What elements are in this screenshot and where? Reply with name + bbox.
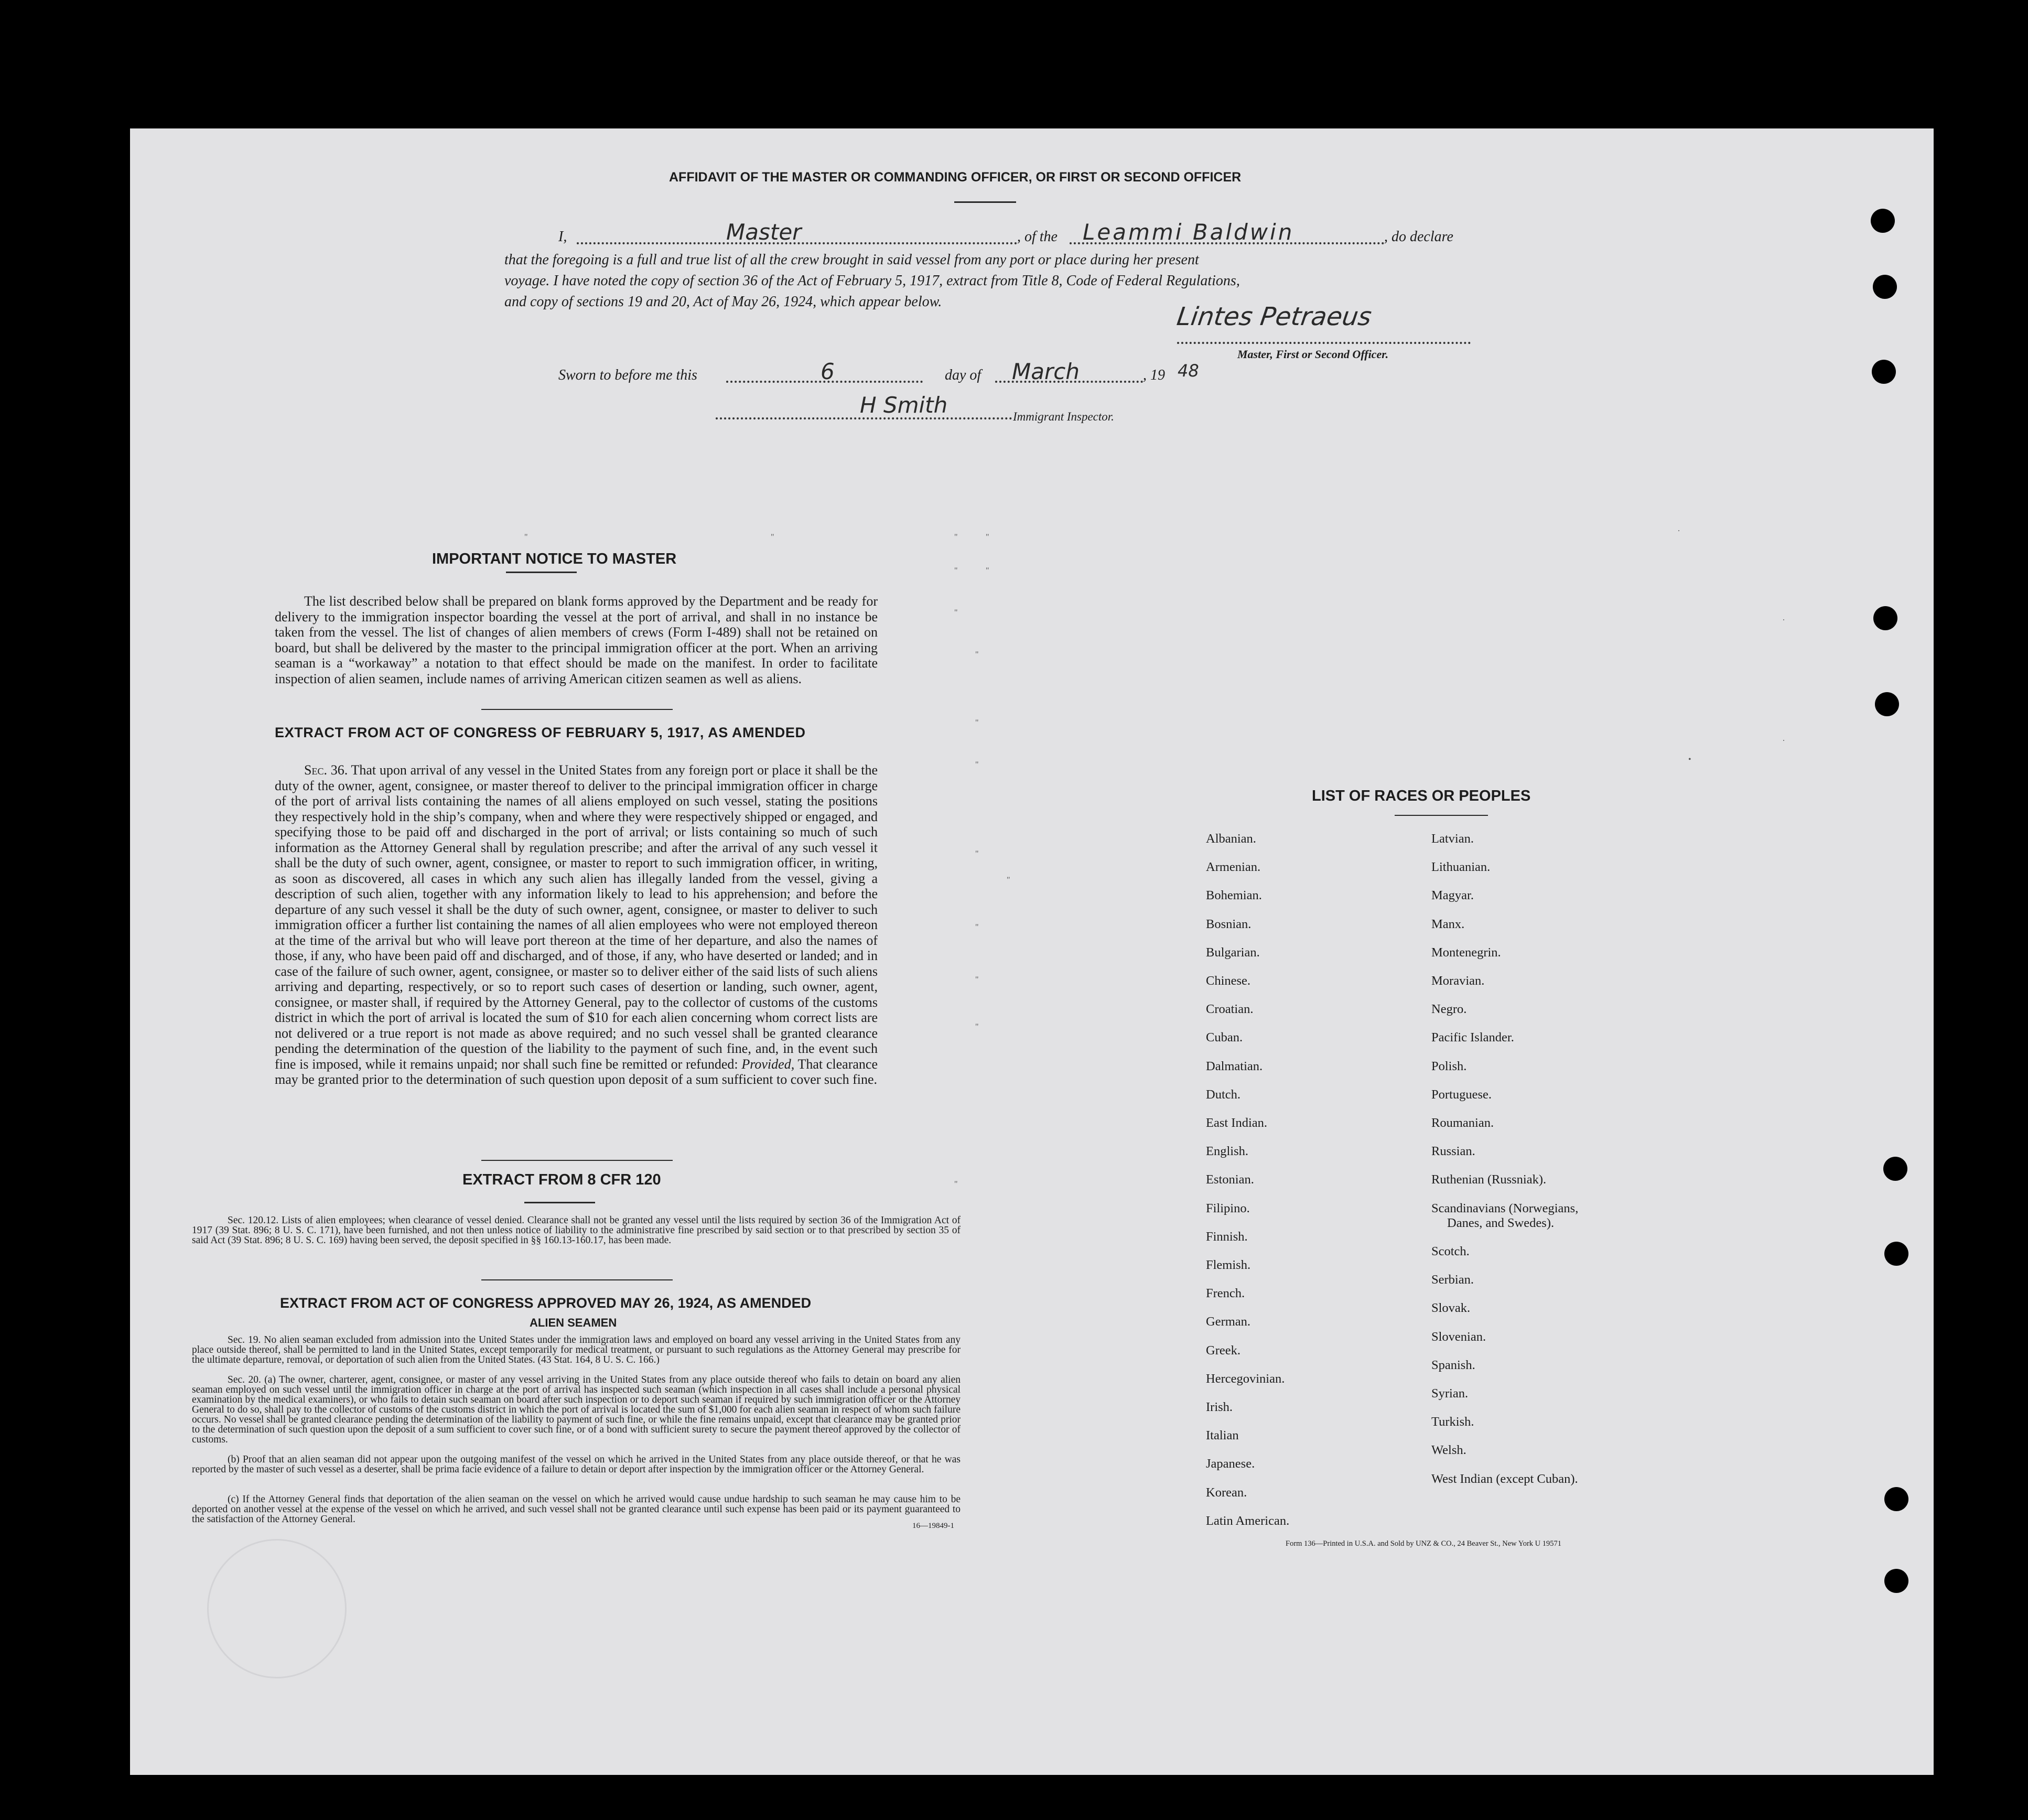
race-item: Hercegovinian.: [1206, 1371, 1285, 1386]
cfr-title-underline: [524, 1202, 595, 1203]
race-item: Irish.: [1206, 1400, 1233, 1414]
cfr-divider: [481, 1279, 673, 1280]
race-item: Polish.: [1431, 1059, 1467, 1073]
race-item: Welsh.: [1431, 1443, 1466, 1458]
race-item: Latvian.: [1431, 832, 1474, 846]
binder-hole: [1884, 1569, 1908, 1593]
extract-1924-subtitle: ALIEN SEAMEN: [530, 1316, 617, 1329]
race-item: Russian.: [1431, 1144, 1475, 1159]
extract-1917-title: EXTRACT FROM ACT OF CONGRESS OF FEBRUARY 5, 1917, AS AMENDED: [275, 725, 806, 740]
sec-19-text: Sec. 19. No alien seaman excluded from admission into the United States under the immigration laws and employed on board any vessel arriving in the United States from any place outside thereof, shall be permitted to land in the United States, except temporarily for medical treatment, or pursuant to such regulations as the Attorney General may prescribe for the ultimate departure, removal, or deportation of such alien from the United States. (43 Stat. 164, 8 U. S. C. 166.): [192, 1334, 961, 1365]
race-item: Croatian.: [1206, 1002, 1254, 1017]
race-item: East Indian.: [1206, 1116, 1268, 1130]
race-item: Bosnian.: [1206, 917, 1252, 931]
race-item: Syrian.: [1431, 1386, 1469, 1401]
race-item: Lithuanian.: [1431, 860, 1491, 875]
races-title-underline: [1395, 815, 1488, 816]
race-item: Spanish.: [1431, 1358, 1475, 1372]
race-item: Estonian.: [1206, 1172, 1254, 1187]
race-item: Dutch.: [1206, 1087, 1240, 1102]
race-item: Pacific Islander.: [1431, 1030, 1514, 1045]
officer-handwritten: Master: [726, 219, 802, 245]
master-signature-line: [1177, 342, 1471, 344]
race-item: Chinese.: [1206, 974, 1251, 988]
day-of-label: day of: [945, 367, 981, 383]
race-item: Albanian.: [1206, 832, 1256, 846]
binder-hole: [1875, 692, 1899, 716]
race-item: Flemish.: [1206, 1258, 1251, 1272]
extract-1917-body: [275, 762, 878, 1087]
notice-body: The list described below shall be prepared on blank forms approved by the Department and be ready for delivery to the immigration inspector boarding the vessel at the port of arrival, and shall in no instance be taken from the vessel. The list of changes of alien members of crews (Form I-489) shall not be retained on board, but shall be delivered by the master to the principal immigration officer at the port. When an arriving seaman is a “workaway” a notation to that effect should be made on the manifest. In order to facilitate inspection of alien seamen, include names of arriving American citizen seamen as well as aliens.: [275, 594, 878, 686]
sworn-day-handwritten: 6: [821, 359, 835, 384]
race-item: Cuban.: [1206, 1030, 1243, 1045]
race-item: Greek.: [1206, 1343, 1240, 1358]
race-item: Portuguese.: [1431, 1087, 1492, 1102]
cfr-body: Sec. 120.12. Lists of alien employees; when clearance of vessel denied. Clearance shall not be granted any vessel until the lists required by section 36 of the Immigration Act of 1917 (39 Stat. 896; 8 U. S. C. 171), have been furnished, and not then unless notice of liability to the administrative fine prescribed by said section or to that prescribed by section 35 of said Act (39 Stat. 896; 8 U. S. C. 169) having been served, the deposit specified in §§ 160.13-160.17, has been made.: [192, 1215, 961, 1246]
faded-seal: [207, 1539, 347, 1678]
declaration-line-2: that the foregoing is a full and true list of all the crew brought in said vessel from any port or place during her present: [504, 252, 1199, 268]
race-item: Montenegrin.: [1431, 945, 1501, 960]
race-item: Danes, and Swedes).: [1447, 1215, 1555, 1230]
declaration-line-3: voyage. I have noted the copy of section 36 of the Act of February 5, 1917, extract from Title 8, Code of Federal Regulations,: [504, 273, 1240, 289]
sec-36-text: That upon arrival of any vessel in the United States from any foreign port or place it shall be the duty of the owner, agent, consignee, or master thereof to deliver to the principal immigration officer in charge of the port of arrival lists containing the names of all aliens employed on such vessel, stating the positions they respectively hold in the ship’s company, when and where they were respectively shipped or engaged, and specifying those to be paid off and discharged in the port of arrival; or lists containing so much of such information as the Attorney General shall by regulation prescribe; and after the arrival of any such vessel it shall be the duty of such owner, agent, consignee, or master to report to such immigration officer, in writing, as soon as discovered, all cases in which any such alien has illegally landed from the vessel, giving a description of such alien, together with any information likely to lead to his apprehension; and before the departure of any such vessel it shall be the duty of such owner, agent, consignee, or master to deliver to such immigration officer a further list containing the names of all alien employees who were not employed thereon at the time of the arrival but who will leave port thereon at the time of her departure, and also the names of those, if any, who have been paid off and discharged, and of those, if any, who have deserted or landed; and in case of the failure of such owner, agent, consignee, or master so to deliver either of the said lists of such aliens arriving and departing, respectively, or so to report such cases of desertion or landing, such owner, agent, consignee, or master shall, if required by the Attorney General, pay to the collector of customs of the customs district in which the port of arrival is located the sum of $10 for each alien concerning whom correct lists are not delivered or a true report is not made as above required; and no such vessel shall be granted clearance pending the determination of the question of the liability to the payment of such fine, and, in the event such fine is imposed, while it remains unpaid; nor shall such fine be remitted or refunded:: [275, 762, 878, 1072]
master-signature: Lintes Petraeus: [1175, 302, 1374, 331]
binder-hole: [1871, 209, 1895, 233]
race-item: Dalmatian.: [1206, 1059, 1263, 1073]
form-code: 16—19849-1: [912, 1522, 954, 1530]
races-title: LIST OF RACES OR PEOPLES: [1312, 788, 1531, 804]
notice-title-underline: [506, 572, 577, 573]
year-handwritten: 48: [1178, 361, 1199, 381]
sworn-text: Sworn to before me this: [558, 367, 697, 383]
binder-hole: [1873, 606, 1897, 630]
binder-hole: [1884, 1242, 1908, 1266]
race-item: Italian: [1206, 1428, 1239, 1443]
race-item: Moravian.: [1431, 974, 1485, 988]
year-label: , 19: [1143, 367, 1165, 383]
sec-36-label: Sec. 36.: [304, 762, 348, 778]
race-item: Korean.: [1206, 1485, 1247, 1500]
race-item: Slovak.: [1431, 1301, 1471, 1316]
race-item: Manx.: [1431, 917, 1465, 931]
declaration-line-4: and copy of sections 19 and 20, Act of May 26, 1924, which appear below.: [504, 294, 942, 310]
race-item: Finnish.: [1206, 1229, 1248, 1244]
extract-1924-title: EXTRACT FROM ACT OF CONGRESS APPROVED MAY 26, 1924, AS AMENDED: [280, 1295, 812, 1311]
sec-20c-text: (c) If the Attorney General finds that deportation of the alien seaman on the vessel on which he arrived would cause undue hardship to such seaman he may cause him to be deported on another vessel at the expense of the vessel on which he arrived, and such vessel shall not be granted clearance until such expense has been paid or its payment guaranteed to the satisfaction of the Attorney General.: [192, 1494, 961, 1525]
notice-divider: [481, 709, 673, 710]
race-item: Bulgarian.: [1206, 945, 1260, 960]
affidavit-title: AFFIDAVIT OF THE MASTER OR COMMANDING OFFICER, OR FIRST OR SECOND OFFICER: [669, 170, 1242, 185]
declaration-pronoun: I,: [558, 229, 567, 245]
of-the-label: , of the: [1017, 229, 1058, 245]
notice-title: IMPORTANT NOTICE TO MASTER: [432, 551, 677, 567]
sworn-month-handwritten: March: [1012, 359, 1080, 384]
binder-hole: [1884, 1487, 1908, 1511]
extract-1917-divider: [481, 1160, 673, 1161]
race-item: Turkish.: [1431, 1415, 1474, 1429]
race-item: Negro.: [1431, 1002, 1467, 1017]
provided-label: Provided,: [741, 1056, 795, 1072]
master-signature-caption: Master, First or Second Officer.: [1237, 348, 1389, 361]
binder-hole: [1883, 1157, 1907, 1181]
title-underline: [954, 201, 1016, 203]
sec-20b-text: (b) Proof that an alien seaman did not appear upon the outgoing manifest of the vessel on which he arrived in the United States from any place outside thereof, or that he was reported by the master of such vessel as a deserter, shall be prima facie evidence of a failure to detain or deport after inspection by the immigration officer or the Attorney General.: [192, 1454, 961, 1475]
sec-20a-text: Sec. 20. (a) The owner, charterer, agent, consignee, or master of any vessel arriving in the United States from any place outside thereof who fails to detain on board any alien seaman employed on such vessel until the immigration officer in charge at the port of arrival has inspected such seaman (which inspection in all cases shall include a personal physical examination by the medical examiners), or who fails to detain such seaman on board after such inspection or to deport such seaman if required by such immigration officer or the Attorney General to do so, shall pay to the collector of customs of the customs district in which the port of arrival is located the sum of $1,000 for each alien seaman in respect of whom such failure occurs. No vessel shall be granted clearance pending the determination of the liability to payment of such fine, or while the fine remains unpaid, except that clearance may be granted prior to the determination of such question upon the deposit of a sum sufficient to cover such fine, or of a bond with sufficient surety to secure the payment thereof approved by the collector of customs.: [192, 1374, 961, 1445]
race-item: Latin American.: [1206, 1513, 1290, 1528]
race-item: Slovenian.: [1431, 1329, 1486, 1344]
race-item: Filipino.: [1206, 1201, 1250, 1215]
race-item: Scandinavians (Norwegians,: [1431, 1201, 1579, 1215]
race-item: English.: [1206, 1144, 1248, 1159]
vessel-name-handwritten: Leammi Baldwin: [1083, 219, 1295, 245]
race-item: West Indian (except Cuban).: [1431, 1471, 1578, 1486]
sec-36-proviso: That clearance may be granted prior to the determination of such question upon deposit of a sum sufficient to cover such fine.: [275, 1056, 878, 1087]
race-item: Bohemian.: [1206, 888, 1262, 903]
race-item: French.: [1206, 1286, 1245, 1301]
cfr-title: EXTRACT FROM 8 CFR 120: [462, 1171, 661, 1188]
inspector-signature: H Smith: [860, 392, 948, 418]
inspector-caption: Immigrant Inspector.: [1013, 410, 1114, 423]
race-item: Scotch.: [1431, 1244, 1470, 1258]
race-item: Armenian.: [1206, 860, 1261, 875]
race-item: Serbian.: [1431, 1273, 1474, 1287]
race-item: German.: [1206, 1315, 1251, 1329]
race-item: Japanese.: [1206, 1457, 1255, 1471]
race-item: Magyar.: [1431, 888, 1474, 903]
do-declare-label: , do declare: [1384, 229, 1453, 245]
race-item: Roumanian.: [1431, 1116, 1494, 1130]
binder-hole: [1872, 360, 1896, 384]
binder-hole: [1873, 275, 1897, 299]
race-item: Ruthenian (Russniak).: [1431, 1172, 1547, 1187]
printer-imprint: Form 136—Printed in U.S.A. and Sold by UNZ & CO., 24 Beaver St., New York U 19571: [1286, 1539, 1562, 1548]
